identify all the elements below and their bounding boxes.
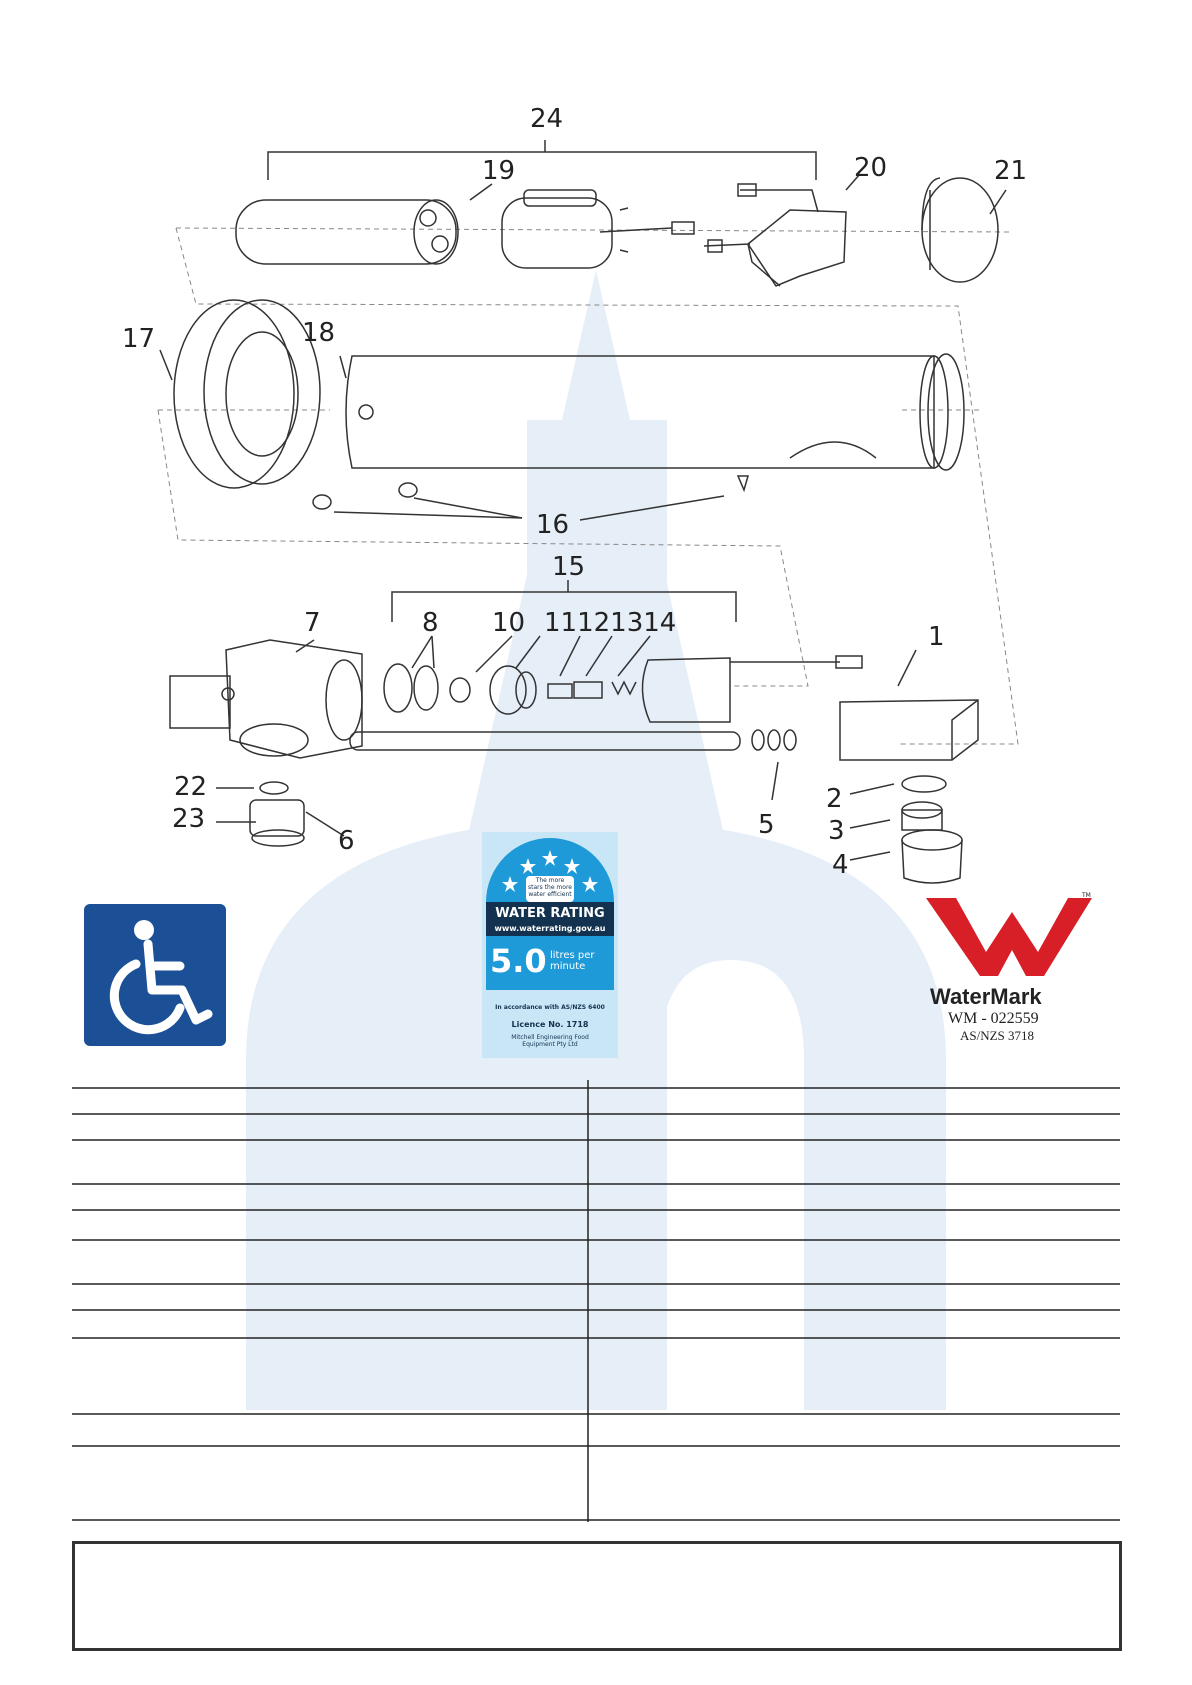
callout-16: 16 bbox=[536, 510, 570, 540]
callout-17: 17 bbox=[122, 324, 156, 354]
callout-1: 1 bbox=[928, 622, 945, 652]
water-rating-standard: In accordance with AS/NZS 6400 bbox=[495, 1004, 605, 1011]
part-18 bbox=[346, 354, 964, 470]
watermark-licence: WM - 022559 bbox=[948, 1010, 1039, 1027]
water-rating-company: Mitchell Engineering Food Equipment Pty Ltd bbox=[511, 1034, 589, 1049]
callout-5: 5 bbox=[758, 810, 775, 840]
callout-8: 8 bbox=[422, 608, 439, 638]
part-20 bbox=[704, 184, 846, 286]
parts-8-14 bbox=[384, 656, 862, 722]
notes-box bbox=[72, 1541, 1122, 1651]
callout-7: 7 bbox=[304, 608, 321, 638]
part-19 bbox=[236, 200, 458, 264]
watermark-standard: AS/NZS 3718 bbox=[960, 1028, 1035, 1043]
watermark-brand: WaterMark bbox=[930, 984, 1042, 1009]
parts-table bbox=[72, 1080, 1120, 1522]
water-rating-tagline: The more stars the more water efficient bbox=[528, 877, 572, 898]
callout-2: 2 bbox=[826, 784, 843, 814]
callout-23: 23 bbox=[172, 804, 206, 834]
watermark-tm: TM bbox=[1082, 892, 1091, 899]
parts-22-23-6 bbox=[250, 782, 304, 846]
accessibility-badge bbox=[84, 904, 226, 1046]
screws-16 bbox=[313, 476, 748, 509]
callout-20: 20 bbox=[854, 153, 888, 183]
callout-arrows bbox=[160, 174, 1006, 860]
callout-21: 21 bbox=[994, 156, 1028, 186]
water-rating-title: WATER RATING bbox=[495, 906, 605, 921]
callout-22: 22 bbox=[174, 772, 208, 802]
callout-19: 19 bbox=[482, 156, 516, 186]
callout-18: 18 bbox=[302, 318, 336, 348]
water-rating-flow-value: 5.0 bbox=[490, 942, 547, 980]
callout-6: 6 bbox=[338, 826, 355, 856]
water-rating-url: www.waterrating.gov.au bbox=[494, 924, 606, 933]
part-21 bbox=[922, 178, 998, 282]
water-rating-flow-unit: litres per minute bbox=[550, 950, 595, 972]
solenoid-housing bbox=[502, 190, 694, 268]
wheelchair-icon bbox=[84, 904, 226, 1046]
callout-11121314: 11121314 bbox=[544, 608, 677, 638]
part-5 bbox=[752, 730, 796, 750]
part-1 bbox=[840, 700, 978, 760]
part-7 bbox=[170, 640, 740, 758]
callout-4: 4 bbox=[832, 850, 849, 880]
part-17 bbox=[174, 300, 320, 488]
callout-15: 15 bbox=[552, 552, 586, 582]
callout-10: 10 bbox=[492, 608, 526, 638]
watermark-logo bbox=[926, 892, 1096, 1048]
callout-3: 3 bbox=[828, 816, 845, 846]
water-rating-label bbox=[482, 832, 618, 1058]
watermark-w-icon bbox=[926, 892, 1096, 982]
callout-24: 24 bbox=[530, 104, 564, 134]
water-rating-licence: Licence No. 1718 bbox=[511, 1020, 589, 1029]
parts-2-3-4 bbox=[902, 776, 962, 883]
bracket-24 bbox=[268, 152, 816, 180]
